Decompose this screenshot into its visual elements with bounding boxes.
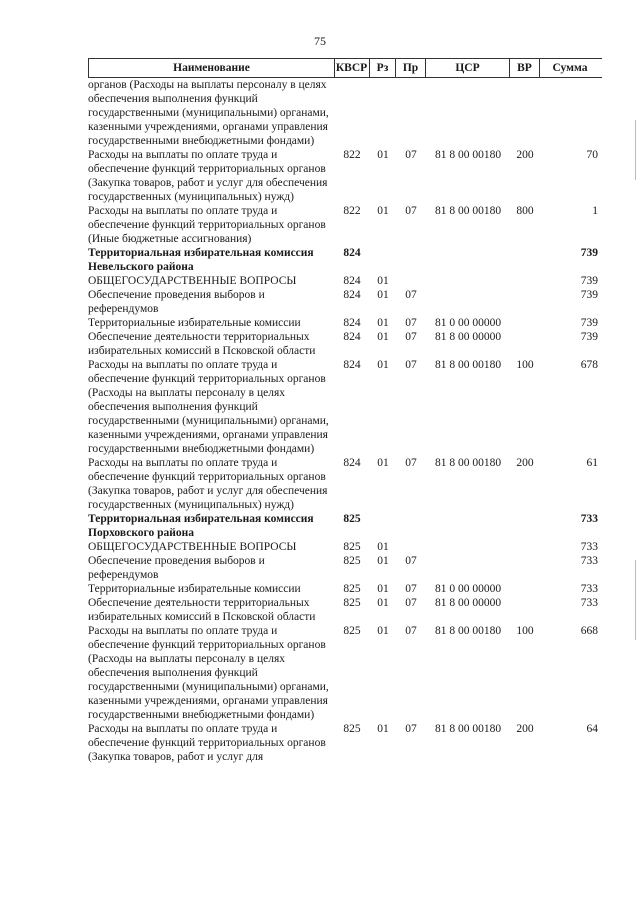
row-pr: 07 [405, 597, 417, 609]
table-header [88, 58, 602, 78]
row-kvsr: 824 [343, 289, 361, 301]
table-row [88, 512, 602, 540]
header-kvsr: КВСР [334, 59, 370, 77]
row-rz: 01 [377, 205, 389, 217]
table-row [88, 358, 602, 456]
row-rz: 01 [377, 583, 389, 595]
row-pr: 07 [405, 149, 417, 161]
row-kvsr: 824 [343, 457, 361, 469]
row-csr: 81 8 00 00000 [434, 597, 502, 609]
row-pr: 07 [405, 555, 417, 567]
row-sum: 70 [586, 149, 598, 161]
header-rz: Рз [370, 59, 396, 77]
row-vr: 200 [516, 457, 534, 469]
table-row [88, 78, 602, 148]
row-csr: 81 8 00 00180 [434, 149, 502, 161]
row-kvsr: 824 [343, 275, 361, 287]
table-row [88, 456, 602, 512]
row-name: Расходы на выплаты по оплате труда и обеспечение функций территориальных органов (Расходы на выплаты персоналу в целях обеспечения выполнения функций государственными (муниципальными) органами, казенными учреждениями, органами управления государственными внебюджетными фондами) [88, 359, 329, 455]
row-sum: 733 [580, 555, 598, 567]
row-name: Расходы на выплаты по оплате труда и обеспечение функций территориальных органов (Закупка товаров, работ и услуг для [88, 723, 326, 763]
row-vr: 200 [516, 149, 534, 161]
table-row [88, 540, 602, 554]
header-pr: Пр [396, 59, 426, 77]
row-kvsr: 822 [343, 149, 361, 161]
row-csr: 81 8 00 00000 [434, 331, 502, 343]
row-vr: 800 [516, 205, 534, 217]
table-body [88, 78, 602, 764]
row-pr: 07 [405, 723, 417, 735]
row-csr: 81 0 00 00000 [434, 583, 502, 595]
row-name: Территориальная избирательная комиссия Невельского района [88, 247, 314, 273]
row-sum: 739 [580, 331, 598, 343]
row-rz: 01 [377, 317, 389, 329]
row-csr: 81 0 00 00000 [434, 317, 502, 329]
row-csr: 81 8 00 00180 [434, 457, 502, 469]
row-sum: 733 [580, 583, 598, 595]
row-name: Обеспечение проведения выборов и референдумов [88, 555, 265, 581]
row-name: ОБЩЕГОСУДАРСТВЕННЫЕ ВОПРОСЫ [88, 275, 297, 287]
row-rz: 01 [377, 331, 389, 343]
row-rz: 01 [377, 149, 389, 161]
row-kvsr: 824 [343, 359, 361, 371]
header-vr: ВР [510, 59, 540, 77]
row-rz: 01 [377, 555, 389, 567]
row-kvsr: 825 [343, 625, 361, 637]
row-name: Обеспечение проведения выборов и референдумов [88, 289, 265, 315]
row-csr: 81 8 00 00180 [434, 625, 502, 637]
row-vr: 200 [516, 723, 534, 735]
row-rz: 01 [377, 541, 389, 553]
scan-margin-mark [635, 120, 636, 180]
row-rz: 01 [377, 625, 389, 637]
row-vr: 100 [516, 359, 534, 371]
row-csr: 81 8 00 00180 [434, 359, 502, 371]
row-name: органов (Расходы на выплаты персоналу в целях обеспечения выполнения функций государственными (муниципальными) органами, казенными учреждениями, органами управления государственными внебюджетными фондами) [88, 79, 329, 147]
row-rz: 01 [377, 289, 389, 301]
row-kvsr: 824 [343, 247, 361, 259]
row-kvsr: 822 [343, 205, 361, 217]
row-csr: 81 8 00 00180 [434, 205, 502, 217]
row-name: Расходы на выплаты по оплате труда и обеспечение функций территориальных органов (Иные бюджетные ассигнования) [88, 205, 326, 245]
row-rz: 01 [377, 597, 389, 609]
row-sum: 739 [580, 247, 598, 259]
row-sum: 739 [580, 289, 598, 301]
row-pr: 07 [405, 457, 417, 469]
row-sum: 733 [580, 541, 598, 553]
row-name: Территориальные избирательные комиссии [88, 317, 301, 329]
table-row [88, 288, 602, 316]
table-row [88, 624, 602, 722]
row-sum: 733 [580, 513, 598, 525]
row-pr: 07 [405, 583, 417, 595]
row-pr: 07 [405, 331, 417, 343]
table-row [88, 274, 602, 288]
row-sum: 668 [580, 625, 598, 637]
row-kvsr: 825 [343, 555, 361, 567]
row-sum: 678 [580, 359, 598, 371]
row-sum: 739 [580, 275, 598, 287]
budget-table [88, 58, 602, 764]
table-row [88, 246, 602, 274]
row-name: Территориальная избирательная комиссия Порховского района [88, 513, 314, 539]
row-sum: 733 [580, 597, 598, 609]
row-pr: 07 [405, 205, 417, 217]
table-row [88, 204, 602, 246]
row-sum: 1 [592, 205, 598, 217]
table-row [88, 582, 602, 596]
row-pr: 07 [405, 625, 417, 637]
row-kvsr: 825 [343, 541, 361, 553]
row-kvsr: 825 [343, 597, 361, 609]
row-pr: 07 [405, 359, 417, 371]
row-kvsr: 824 [343, 317, 361, 329]
row-pr: 07 [405, 289, 417, 301]
row-name: Расходы на выплаты по оплате труда и обеспечение функций территориальных органов (Закупка товаров, работ и услуг для обеспечения государственных (муниципальных) нужд) [88, 457, 328, 511]
row-kvsr: 825 [343, 583, 361, 595]
row-kvsr: 825 [343, 513, 361, 525]
row-sum: 739 [580, 317, 598, 329]
row-sum: 61 [586, 457, 598, 469]
scan-margin-mark [635, 560, 636, 640]
row-rz: 01 [377, 359, 389, 371]
page-number: 75 [314, 34, 326, 48]
row-kvsr: 824 [343, 331, 361, 343]
row-kvsr: 825 [343, 723, 361, 735]
table-row [88, 596, 602, 624]
header-sum: Сумма [552, 62, 588, 74]
row-name: Расходы на выплаты по оплате труда и обеспечение функций территориальных органов (Закупка товаров, работ и услуг для обеспечения государственных (муниципальных) нужд) [88, 149, 328, 203]
row-name: Обеспечение деятельности территориальных избирательных комиссий в Псковской области [88, 597, 316, 623]
row-csr: 81 8 00 00180 [434, 723, 502, 735]
table-row [88, 554, 602, 582]
table-row [88, 316, 602, 330]
row-name: ОБЩЕГОСУДАРСТВЕННЫЕ ВОПРОСЫ [88, 541, 297, 553]
row-rz: 01 [377, 457, 389, 469]
row-vr: 100 [516, 625, 534, 637]
row-rz: 01 [377, 723, 389, 735]
header-csr: ЦСР [426, 59, 510, 77]
table-row [88, 722, 602, 764]
table-row [88, 148, 602, 204]
row-name: Обеспечение деятельности территориальных избирательных комиссий в Псковской области [88, 331, 316, 357]
table-row [88, 330, 602, 358]
row-pr: 07 [405, 317, 417, 329]
row-name: Территориальные избирательные комиссии [88, 583, 301, 595]
row-sum: 64 [586, 723, 598, 735]
header-name: Наименование [88, 59, 335, 77]
row-rz: 01 [377, 275, 389, 287]
row-name: Расходы на выплаты по оплате труда и обеспечение функций территориальных органов (Расходы на выплаты персоналу в целях обеспечения выполнения функций государственными (муниципальными) органами, казенными учреждениями, органами управления государственными внебюджетными фондами) [88, 625, 329, 721]
